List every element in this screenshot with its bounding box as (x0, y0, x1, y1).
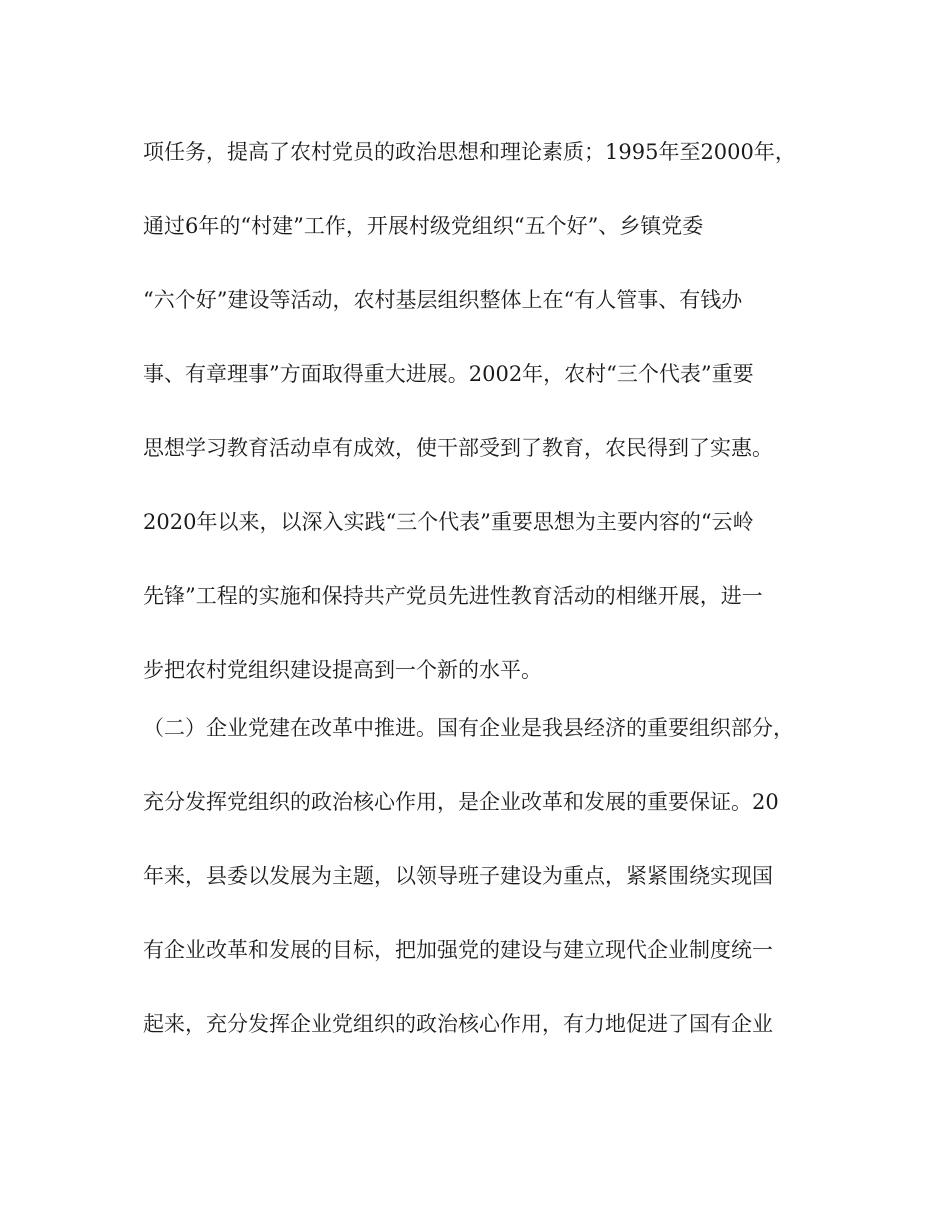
text-line: 思想学习教育活动卓有成效，使干部受到了教育，农民得到了实惠。 (143, 436, 773, 460)
text-line: 项任务，提高了农村党员的政治思想和理论素质；1995年至2000年， (143, 140, 796, 164)
text-line: 起来，充分发挥企业党组织的政治核心作用，有力地促进了国有企业 (143, 1012, 773, 1036)
text-line: 充分发挥党组织的政治核心作用，是企业改革和发展的重要保证。20 (143, 790, 779, 814)
text-line: 步把农村党组织建设提高到一个新的水平。 (143, 658, 542, 682)
text-line: 2020年以来，以深入实践“三个代表”重要思想为主要内容的“云岭 (143, 510, 754, 534)
text-line: 有企业改革和发展的目标，把加强党的建设与建立现代企业制度统一 (143, 938, 773, 962)
text-line: 年来，县委以发展为主题，以领导班子建设为重点，紧紧围绕实现国 (143, 864, 773, 888)
text-line: 事、有章理事”方面取得重大进展。2002年，农村“三个代表”重要 (143, 362, 754, 386)
text-line: “六个好”建设等活动，农村基层组织整体上在“有人管事、有钱办 (143, 288, 743, 312)
text-line: 先锋”工程的实施和保持共产党员先进性教育活动的相继开展，进一 (143, 584, 763, 608)
section-heading-line: （二）企业党建在改革中推进。国有企业是我县经济的重要组织部分， (143, 716, 794, 740)
text-line: 通过6年的“村建”工作，开展村级党组织“五个好”、乡镇党委 (143, 214, 704, 238)
